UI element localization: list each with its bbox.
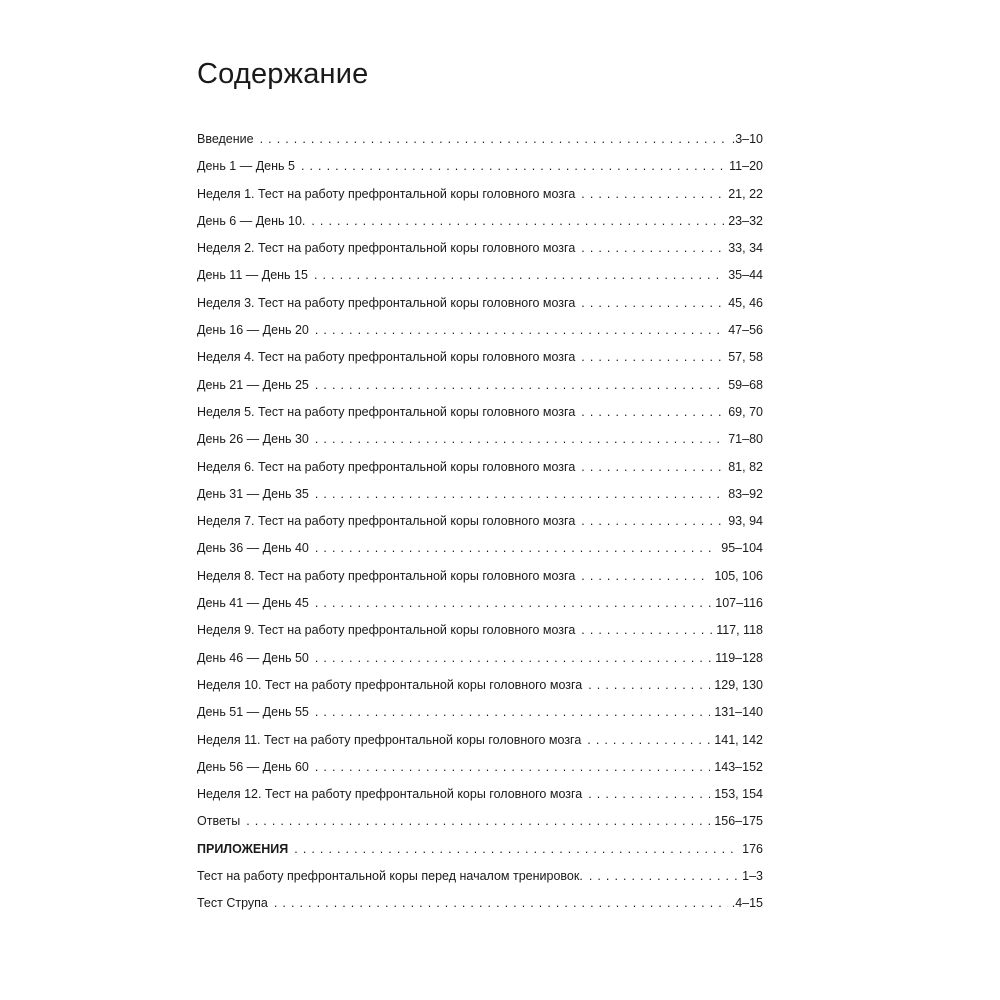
toc-entry xyxy=(197,454,763,481)
toc-entry-label: День 26 — День 30 xyxy=(197,432,309,447)
toc-entry xyxy=(197,508,763,535)
toc-dot-leader xyxy=(588,672,710,699)
toc-entry xyxy=(197,481,763,508)
toc-dot-leader xyxy=(315,590,711,617)
toc-entry-label: Неделя 6. Тест на работу префронтальной коры головного мозга xyxy=(197,459,576,474)
toc-dot-leader xyxy=(587,727,710,754)
toc-entry-label: День 36 — День 40 xyxy=(197,541,309,556)
toc-entry xyxy=(197,181,763,208)
toc-entry-label: Неделя 3. Тест на работу префронтальной коры головного мозга xyxy=(197,295,576,310)
toc-dot-leader xyxy=(260,126,728,153)
toc-entry-page: 71–80 xyxy=(728,432,763,447)
toc-dot-leader xyxy=(581,399,724,426)
toc-dot-leader xyxy=(588,781,710,808)
toc-entry-label: День 41 — День 45 xyxy=(197,596,309,611)
toc-entry-label: День 6 — День 10. xyxy=(197,213,306,228)
toc-entry-page: .4–15 xyxy=(731,896,763,911)
toc-entry-label: Тест на работу префронтальной коры перед началом тренировок. xyxy=(197,869,583,884)
toc-entry xyxy=(197,426,763,453)
toc-entry-page: 143–152 xyxy=(714,759,763,774)
toc-entry xyxy=(197,754,763,781)
toc-entry-label: Неделя 11. Тест на работу префронтальной коры головного мозга xyxy=(197,732,582,747)
toc-entry xyxy=(197,890,763,917)
toc-entry-page: 131–140 xyxy=(714,705,763,720)
toc-dot-leader xyxy=(589,863,738,890)
toc-entry xyxy=(197,781,763,808)
toc-entry-page: 117, 118 xyxy=(716,623,763,638)
toc-entry-page: 83–92 xyxy=(728,486,763,501)
toc-entry-label: День 11 — День 15 xyxy=(197,268,308,283)
toc-entry-label: Неделя 8. Тест на работу префронтальной коры головного мозга xyxy=(197,568,576,583)
toc-entry-page: 153, 154 xyxy=(714,787,763,802)
toc-dot-leader xyxy=(315,699,710,726)
toc-entry-page: 141, 142 xyxy=(714,732,763,747)
toc-entry xyxy=(197,836,763,863)
toc-entry-page: 107–116 xyxy=(715,596,763,611)
toc-entry xyxy=(197,208,763,235)
toc-dot-leader xyxy=(581,563,710,590)
toc-entry-page: 23–32 xyxy=(728,213,763,228)
toc-entry-label: Ответы xyxy=(197,814,241,829)
toc-entry-page: 1–3 xyxy=(742,869,763,884)
toc-entry-page: 59–68 xyxy=(728,377,763,392)
toc-dot-leader xyxy=(246,808,710,835)
toc-entry xyxy=(197,126,763,153)
page-title: Содержание xyxy=(197,58,369,90)
toc-dot-leader xyxy=(581,508,724,535)
toc-entry xyxy=(197,399,763,426)
toc-entry-page: 95–104 xyxy=(721,541,763,556)
toc-entry xyxy=(197,344,763,371)
toc-entry xyxy=(197,262,763,289)
toc-entry-label: День 51 — День 55 xyxy=(197,705,309,720)
toc-entry-page: 45, 46 xyxy=(728,295,763,310)
toc-entry xyxy=(197,617,763,644)
toc-entry-label: Тест Струпа xyxy=(197,896,268,911)
toc-dot-leader xyxy=(301,153,725,180)
toc-entry xyxy=(197,727,763,754)
toc-dot-leader xyxy=(315,481,724,508)
toc-dot-leader xyxy=(315,754,710,781)
toc-entry-page: 11–20 xyxy=(729,159,763,174)
toc-entry-page: 119–128 xyxy=(715,650,763,665)
toc-dot-leader xyxy=(315,372,724,399)
toc-dot-leader xyxy=(581,454,724,481)
toc-entry-label: День 1 — День 5 xyxy=(197,159,295,174)
toc-entry xyxy=(197,290,763,317)
toc-entry-label: Неделя 12. Тест на работу префронтальной коры головного мозга xyxy=(197,787,583,802)
table-of-contents xyxy=(197,126,763,918)
toc-dot-leader xyxy=(311,208,724,235)
toc-entry-page: 156–175 xyxy=(714,814,763,829)
toc-dot-leader xyxy=(581,344,724,371)
toc-entry-page: 35–44 xyxy=(728,268,763,283)
toc-entry-label: Неделя 10. Тест на работу префронтальной коры головного мозга xyxy=(197,677,583,692)
toc-dot-leader xyxy=(581,235,724,262)
toc-dot-leader xyxy=(581,181,724,208)
toc-dot-leader xyxy=(315,535,717,562)
toc-entry xyxy=(197,317,763,344)
toc-entry-label: Неделя 9. Тест на работу префронтальной коры головного мозга xyxy=(197,623,576,638)
toc-entry xyxy=(197,372,763,399)
toc-entry-page: 176 xyxy=(742,841,763,856)
toc-entry-label: Неделя 7. Тест на работу префронтальной коры головного мозга xyxy=(197,514,576,529)
toc-entry-page: 69, 70 xyxy=(728,404,763,419)
toc-entry-page: 129, 130 xyxy=(714,677,763,692)
toc-dot-leader xyxy=(274,890,728,917)
toc-entry-label: Неделя 5. Тест на работу префронтальной коры головного мозга xyxy=(197,404,576,419)
toc-entry xyxy=(197,645,763,672)
toc-entry-label: День 46 — День 50 xyxy=(197,650,309,665)
toc-entry-page: 105, 106 xyxy=(714,568,763,583)
toc-entry-page: 21, 22 xyxy=(728,186,763,201)
toc-dot-leader xyxy=(315,426,724,453)
toc-entry xyxy=(197,808,763,835)
toc-dot-leader xyxy=(315,645,711,672)
toc-entry xyxy=(197,153,763,180)
toc-entry-page: 47–56 xyxy=(728,323,763,338)
toc-entry xyxy=(197,863,763,890)
toc-entry xyxy=(197,535,763,562)
toc-entry xyxy=(197,699,763,726)
toc-entry-page: .3–10 xyxy=(731,132,763,146)
toc-entry-label: Неделя 2. Тест на работу префронтальной коры головного мозга xyxy=(197,241,576,256)
toc-entry-label: День 16 — День 20 xyxy=(197,323,309,338)
toc-entry-label: Неделя 4. Тест на работу префронтальной коры головного мозга xyxy=(197,350,576,365)
toc-entry-label: День 56 — День 60 xyxy=(197,759,309,774)
toc-entry-label: День 21 — День 25 xyxy=(197,377,309,392)
toc-dot-leader xyxy=(294,836,738,863)
toc-entry xyxy=(197,590,763,617)
toc-entry-label: Неделя 1. Тест на работу префронтальной коры головного мозга xyxy=(197,186,576,201)
toc-entry-page: 57, 58 xyxy=(728,350,763,365)
toc-entry-label: Введение xyxy=(197,132,254,146)
toc-entry-label: День 31 — День 35 xyxy=(197,486,309,501)
toc-dot-leader xyxy=(315,317,724,344)
toc-entry xyxy=(197,563,763,590)
toc-dot-leader xyxy=(581,617,712,644)
toc-entry xyxy=(197,672,763,699)
toc-entry-page: 81, 82 xyxy=(728,459,763,474)
toc-dot-leader xyxy=(581,290,724,317)
toc-dot-leader xyxy=(314,262,724,289)
toc-entry-page: 33, 34 xyxy=(728,241,763,256)
toc-entry-label: ПРИЛОЖЕНИЯ xyxy=(197,841,289,856)
toc-entry-page: 93, 94 xyxy=(728,514,763,529)
toc-entry xyxy=(197,235,763,262)
